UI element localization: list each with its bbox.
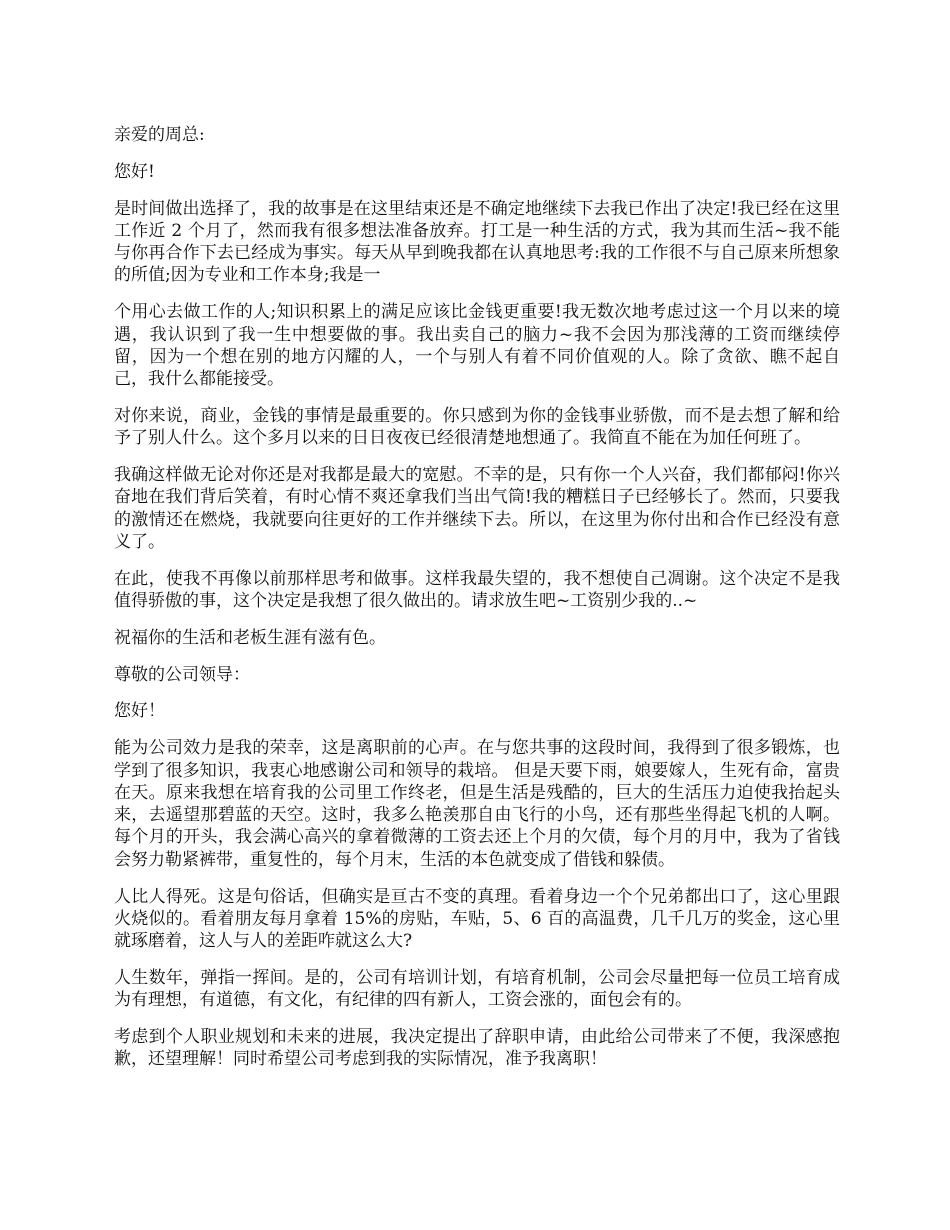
salutation-2: 尊敬的公司领导： <box>114 664 250 685</box>
greeting-1: 您好! <box>114 161 155 182</box>
body-paragraph-4: 我确这样做无论对你还是对我都是最大的宽慰。不幸的是，只有你一个人兴奋，我们都郁闷!你兴奋地在我们背后笑着，有时心情不爽还拿我们当出气筒!我的糟糕日子已经够长了。然而，只要我的激情还在燃烧，我就要向往更好的工作并继续下去。所以，在这里为你付出和合作已经没有意义了。 <box>114 465 840 552</box>
body-paragraph-6: 能为公司效力是我的荣幸，这是离职前的心声。在与您共事的这段时间，我得到了很多锻炼，也学到了很多知识，我衷心地感谢公司和领导的栽培。 但是天要下雨，娘要嫁人，生死有命，富贵在天。原来我想在培育我的公司里工作终老，但是生活是残酷的，巨大的生活压力迫使我抬起头来，去遥望那碧蓝的天空。这时，我多么艳羡那自由飞行的小鸟，还有那些坐得起飞机的人啊。每个月的开头，我会满心高兴的拿着微薄的工资去还上个月的欠债，每个月的月中，我为了省钱会努力勒紧裤带，重复性的，每个月末，生活的本色就变成了借钱和躲债。 <box>114 738 840 870</box>
body-paragraph-3: 对你来说，商业，金钱的事情是最重要的。你只感到为你的金钱事业骄傲，而不是去想了解和给予了别人什么。这个多月以来的日日夜夜已经很清楚地想通了。我简直不能在为加任何班了。 <box>114 405 840 449</box>
body-paragraph-9: 考虑到个人职业规划和未来的进展，我决定提出了辞职申请，由此给公司带来了不便，我深感抱歉，还望理解！同时希望公司考虑到我的实际情况，准予我离职！ <box>114 1027 840 1070</box>
body-paragraph-7: 人比人得死。这是句俗话，但确实是亘古不变的真理。看着身边一个个兄弟都出口了，这心里跟火烧似的。看着朋友每月拿着 15%的房贴，车贴，5、6 百的高温费，几千几万的奖金，这心里就琢磨着，这人与人的差距咋就这么大? <box>114 886 840 952</box>
salutation-1: 亲爱的周总: <box>114 125 205 145</box>
greeting-2: 您好！ <box>114 701 165 722</box>
body-paragraph-1: 是时间做出选择了，我的故事是在这里结束还是不确定地继续下去我已作出了决定!我已经在这里工作近 2 个月了，然而我有很多想法准备放弃。打工是一种生活的方式，我为其而生活~我不能与你再合作下去已经成为事实。每天从早到晚我都在认真地思考:我的工作很不与自己原来所想象的所值;因为专业和工作本身;我是一 <box>114 198 840 286</box>
closing-wish: 祝福你的生活和老板生涯有滋有色。 <box>114 627 386 648</box>
body-paragraph-8: 人生数年，弹指一挥间。是的，公司有培训计划，有培育机制，公司会尽量把每一位员工培育成为有理想，有道德，有文化，有纪律的四有新人，工资会涨的，面包会有的。 <box>114 967 840 1011</box>
body-paragraph-5: 在此，使我不再像以前那样思考和做事。这样我最失望的，我不想使自己凋谢。这个决定不是我值得骄傲的事，这个决定是我想了很久做出的。请求放生吧~工资别少我的..~ <box>114 568 840 612</box>
body-paragraph-2: 个用心去做工作的人;知识积累上的满足应该比金钱更重要!我无数次地考虑过这一个月以来的境遇，我认识到了我一生中想要做的事。我出卖自己的脑力~我不会因为那浅薄的工资而继续停留，因为一个想在别的地方闪耀的人，一个与别人有着不同价值观的人。除了贪欲、瞧不起自己，我什么都能接受。 <box>114 302 840 390</box>
